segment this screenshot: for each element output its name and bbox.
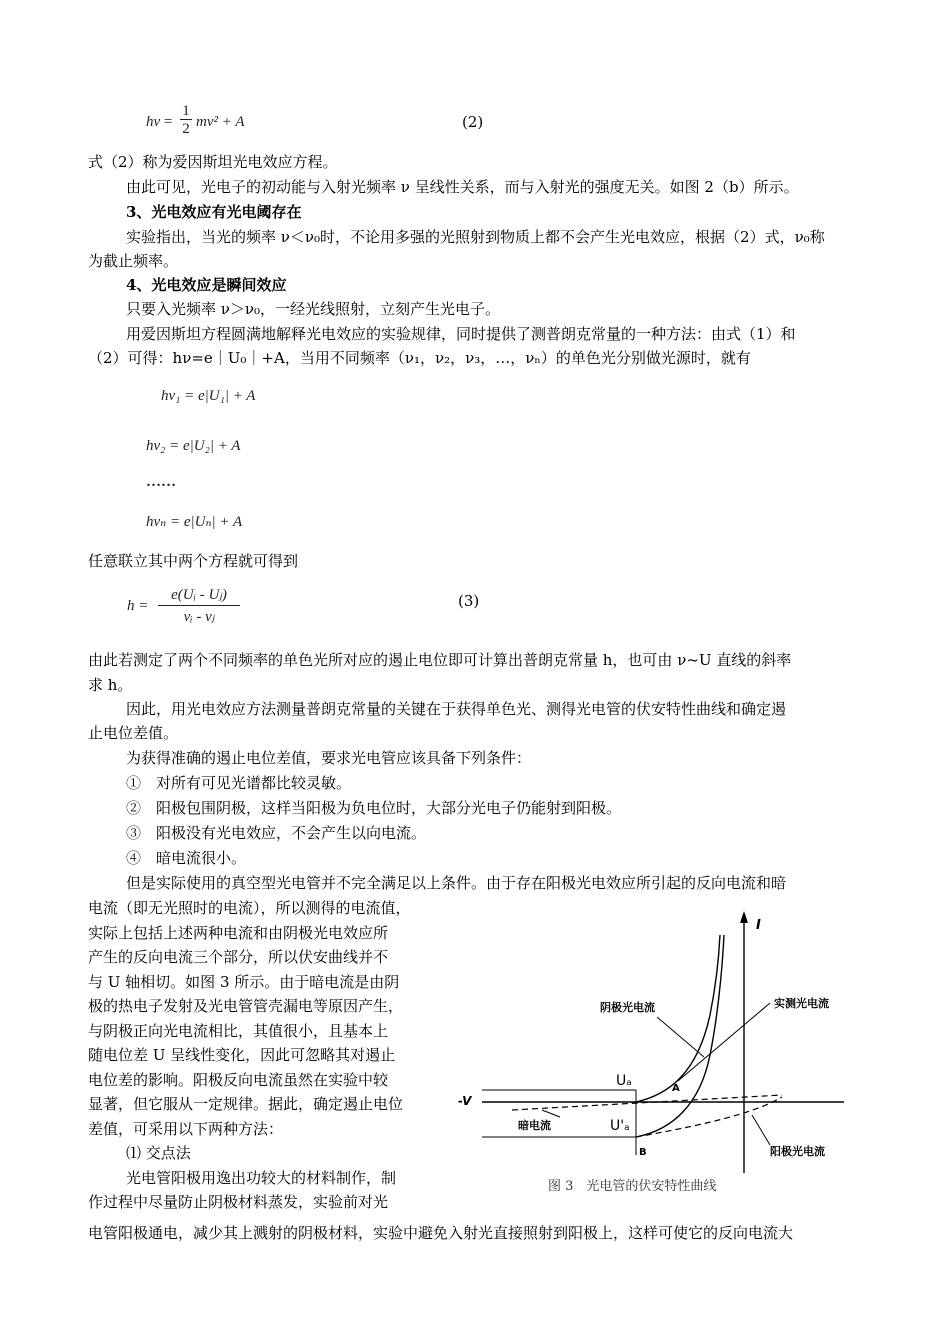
text-line: 产生的反向电流三个部分，所以伏安曲线并不 <box>88 948 389 966</box>
eq2-number: (2) <box>462 113 484 131</box>
figure-3 <box>452 905 872 1195</box>
cathode-current-label: 阴极光电流 <box>600 1001 655 1014</box>
iv-curve-diagram <box>452 905 872 1195</box>
list-item: ③ 阳极没有光电效应，不会产生以向电流。 <box>126 824 427 842</box>
paragraph: 但是实际使用的真空型光电管并不完全满足以上条件。由于存在阳极光电效应所引起的反向电流和暗 <box>126 874 787 892</box>
sub-heading: ⑴ 交点法 <box>126 1144 191 1162</box>
text-line: 随电位差 U 呈线性变化，因此可忽略其对遏止 <box>88 1046 396 1064</box>
paragraph: 为截止频率。 <box>88 252 179 270</box>
paragraph: 只要入光频率 ν＞ν₀，一经光线照射，立刻产生光电子。 <box>126 300 501 318</box>
text-line: 电位差的影响。阳极反向电流虽然在实验中较 <box>88 1070 389 1089</box>
dark-leader <box>542 1110 560 1117</box>
paragraph: 任意联立其中两个方程就可得到 <box>88 552 299 570</box>
anode-current-curve <box>636 1097 782 1137</box>
anode-current-label: 阳极光电流 <box>770 1145 825 1158</box>
ua-label: Uₐ <box>616 1073 632 1089</box>
point-a-label: A <box>672 1083 680 1094</box>
eq2-rhs: mv² + A <box>196 114 245 130</box>
equation: hνₙ = e|Uₙ| + A <box>146 514 243 530</box>
section-heading: 4、光电效应是瞬间效应 <box>126 276 287 294</box>
wrapped-paragraph <box>88 896 440 1215</box>
list-item: ② 阳极包围阴极，这样当阳极为负电位时，大部分光电子仍能射到阳极。 <box>126 799 622 817</box>
paragraph: 止电位差值。 <box>88 724 179 742</box>
figure-caption: 图 3 光电管的伏安特性曲线 <box>548 1179 717 1194</box>
text-line: 作过程中尽量防止阴极材料蒸发，实验前对光 <box>88 1193 389 1211</box>
dark-current-label: 暗电流 <box>518 1119 551 1132</box>
equation: hν₂ = e|U₂| + A <box>146 438 241 454</box>
text-line: 电流（即无光照时的电流），所以测得的电流值， <box>88 899 411 917</box>
ua2-label: U'ₐ <box>610 1118 630 1134</box>
text-line: 与阴极正向光电流相比，其值很小，且基本上 <box>88 1021 389 1040</box>
cathode-current-curve <box>636 935 720 1102</box>
text-line: 差值，可采用以下两种方法： <box>88 1119 284 1138</box>
paragraph: 实验指出，当光的频率 ν＜ν₀时，不论用多强的光照射到物质上都不会产生光电效应，根据（2）式，ν₀称 <box>126 228 825 246</box>
anode-leader <box>752 1115 770 1145</box>
text-line: 显著，但它服从一定规律。据此，确定遏止电位 <box>88 1095 404 1113</box>
text-line: 光电管阳极用逸出功较大的材料制作，制 <box>126 1168 397 1187</box>
text-line: 与 U 轴相切。如图 3 所示。由于暗电流是由阴 <box>88 972 400 991</box>
i-axis-arrow <box>740 911 748 923</box>
equation: hν₁ = e|U₁| + A <box>161 388 256 404</box>
paragraph: 求 h。 <box>88 676 133 694</box>
eq2-lhs: hν = <box>146 114 173 130</box>
paragraph: 为获得准确的遏止电位差值，要求光电管应该具备下列条件： <box>126 749 532 767</box>
paragraph: 由此可见，光电子的初动能与入射光频率 ν 呈线性关系，而与入射光的强度无关。如图 2（b）所示。 <box>126 178 799 196</box>
paragraph: 由此若测定了两个不同频率的单色光所对应的遏止电位即可计算出普朗克常量 h，也可由 ν~U 直线的斜率 <box>88 651 792 669</box>
paragraph: （2）可得：hν=e｜U₀｜+A，当用不同频率（ν₁，ν₂，ν₃，…，νₙ）的单色光分别做光源时，就有 <box>88 349 751 367</box>
paragraph: 式（2）称为爱因斯坦光电效应方程。 <box>88 153 338 171</box>
eq2-fraction: 1 2 <box>180 103 192 138</box>
list-item: ④ 暗电流很小。 <box>126 849 247 867</box>
eq3-fraction: e(Uᵢ - Uⱼ) νᵢ - νⱼ <box>158 585 240 628</box>
cathode-leader <box>657 1017 704 1057</box>
ellipsis: …… <box>146 474 176 490</box>
v-axis-label: -V <box>458 1094 472 1108</box>
eq3-number: (3) <box>458 592 480 610</box>
paragraph: 电管阳极通电，减少其上溅射的阴极材料，实验中避免入射光直接照射到阳极上，这样可使它的反向电流大 <box>88 1224 794 1242</box>
measured-leader <box>678 1003 770 1081</box>
paragraph: 因此，用光电效应方法测量普朗克常量的关键在于获得单色光、测得光电管的伏安特性曲线和确定遏 <box>126 700 787 718</box>
eq3-lhs: h = <box>127 598 149 614</box>
i-axis-label: I <box>756 918 761 933</box>
list-item: ① 对所有可见光谱都比较灵敏。 <box>126 774 352 792</box>
text-line: 实际上包括上述两种电流和由阴极光电效应所 <box>88 923 389 942</box>
text-line: 极的热电子发射及光电管管壳漏电等原因产生， <box>88 997 404 1015</box>
measured-current-label: 实测光电流 <box>774 997 829 1010</box>
section-heading: 3、光电效应有光电阈存在 <box>126 203 302 221</box>
paragraph: 用爱因斯坦方程圆满地解释光电效应的实验规律，同时提供了测普朗克常量的一种方法：由式（1）和 <box>126 325 796 343</box>
point-b-label: B <box>639 1147 647 1158</box>
